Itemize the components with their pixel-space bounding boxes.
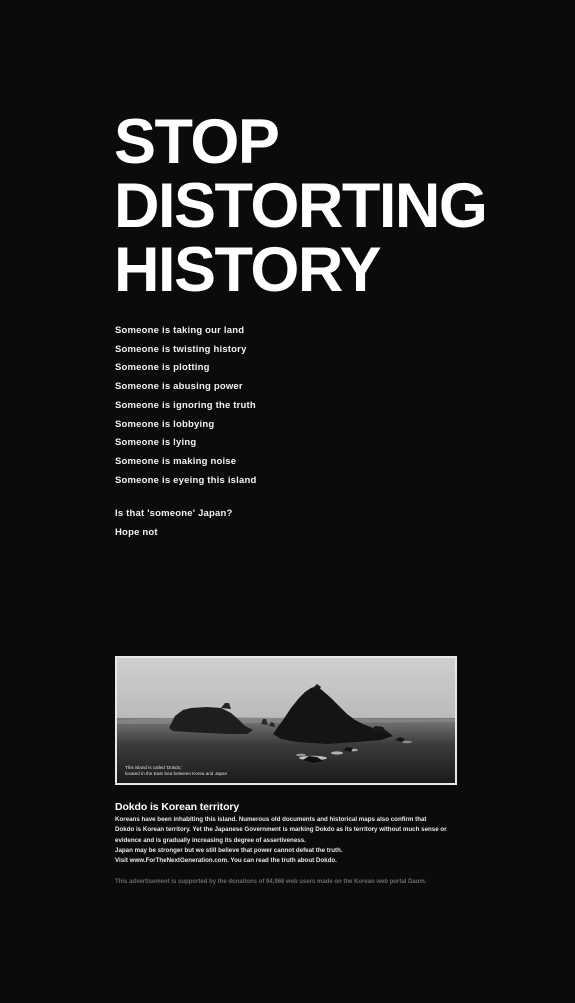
island-photo [115,656,457,785]
statement-item: Someone is abusing power [115,381,243,393]
info-body-line: Koreans have been inhabiting this island. Numerous old documents and historical maps also confirm that [115,816,427,823]
info-body-line: Visit www.ForTheNextGeneration.com. You can read the truth about Dokdo. [115,857,337,865]
photo-caption-line-2: located in the East Sea between Korea and Japan [125,771,228,777]
answer-line: Hope not [115,526,158,538]
headline [114,107,514,305]
info-title: Dokdo is Korean territory [115,801,240,813]
statement-item: Someone is eyeing this island [115,474,257,486]
statement-item: Someone is making noise [115,455,237,467]
sponsor-footnote: This advertisement is supported by the donations of 94,966 web users made on the Korean web portal Daum. [115,879,427,885]
info-body-line: evidence and is gradually increasing its degree of assertiveness. [115,836,306,844]
statement-list [115,322,256,490]
statement-item: Someone is plotting [115,362,210,374]
info-section [115,800,465,866]
question-block [115,505,233,542]
info-body-line: Japan may be stronger but we still believe that power cannot defeat the truth. [115,846,343,854]
headline-line-2: DISTORTING [114,171,487,241]
info-body [115,815,465,866]
statement-item: Someone is lying [115,437,197,449]
photo-caption [125,765,227,777]
headline-line-1: STOP [114,107,279,177]
statement-item: Someone is taking our land [115,325,245,336]
headline-line-3: HISTORY [114,235,381,305]
info-body-line: Dokdo is Korean territory. Yet the Japanese Government is marking Dokdo as its territory without much sense or [115,826,447,834]
photo-caption-line-1: This island is called 'Dokdo,' [125,765,183,770]
question-line: Is that 'someone' Japan? [115,508,233,519]
statement-item: Someone is lobbying [115,418,215,430]
statement-item: Someone is ignoring the truth [115,399,256,411]
statement-item: Someone is twisting history [115,343,247,355]
